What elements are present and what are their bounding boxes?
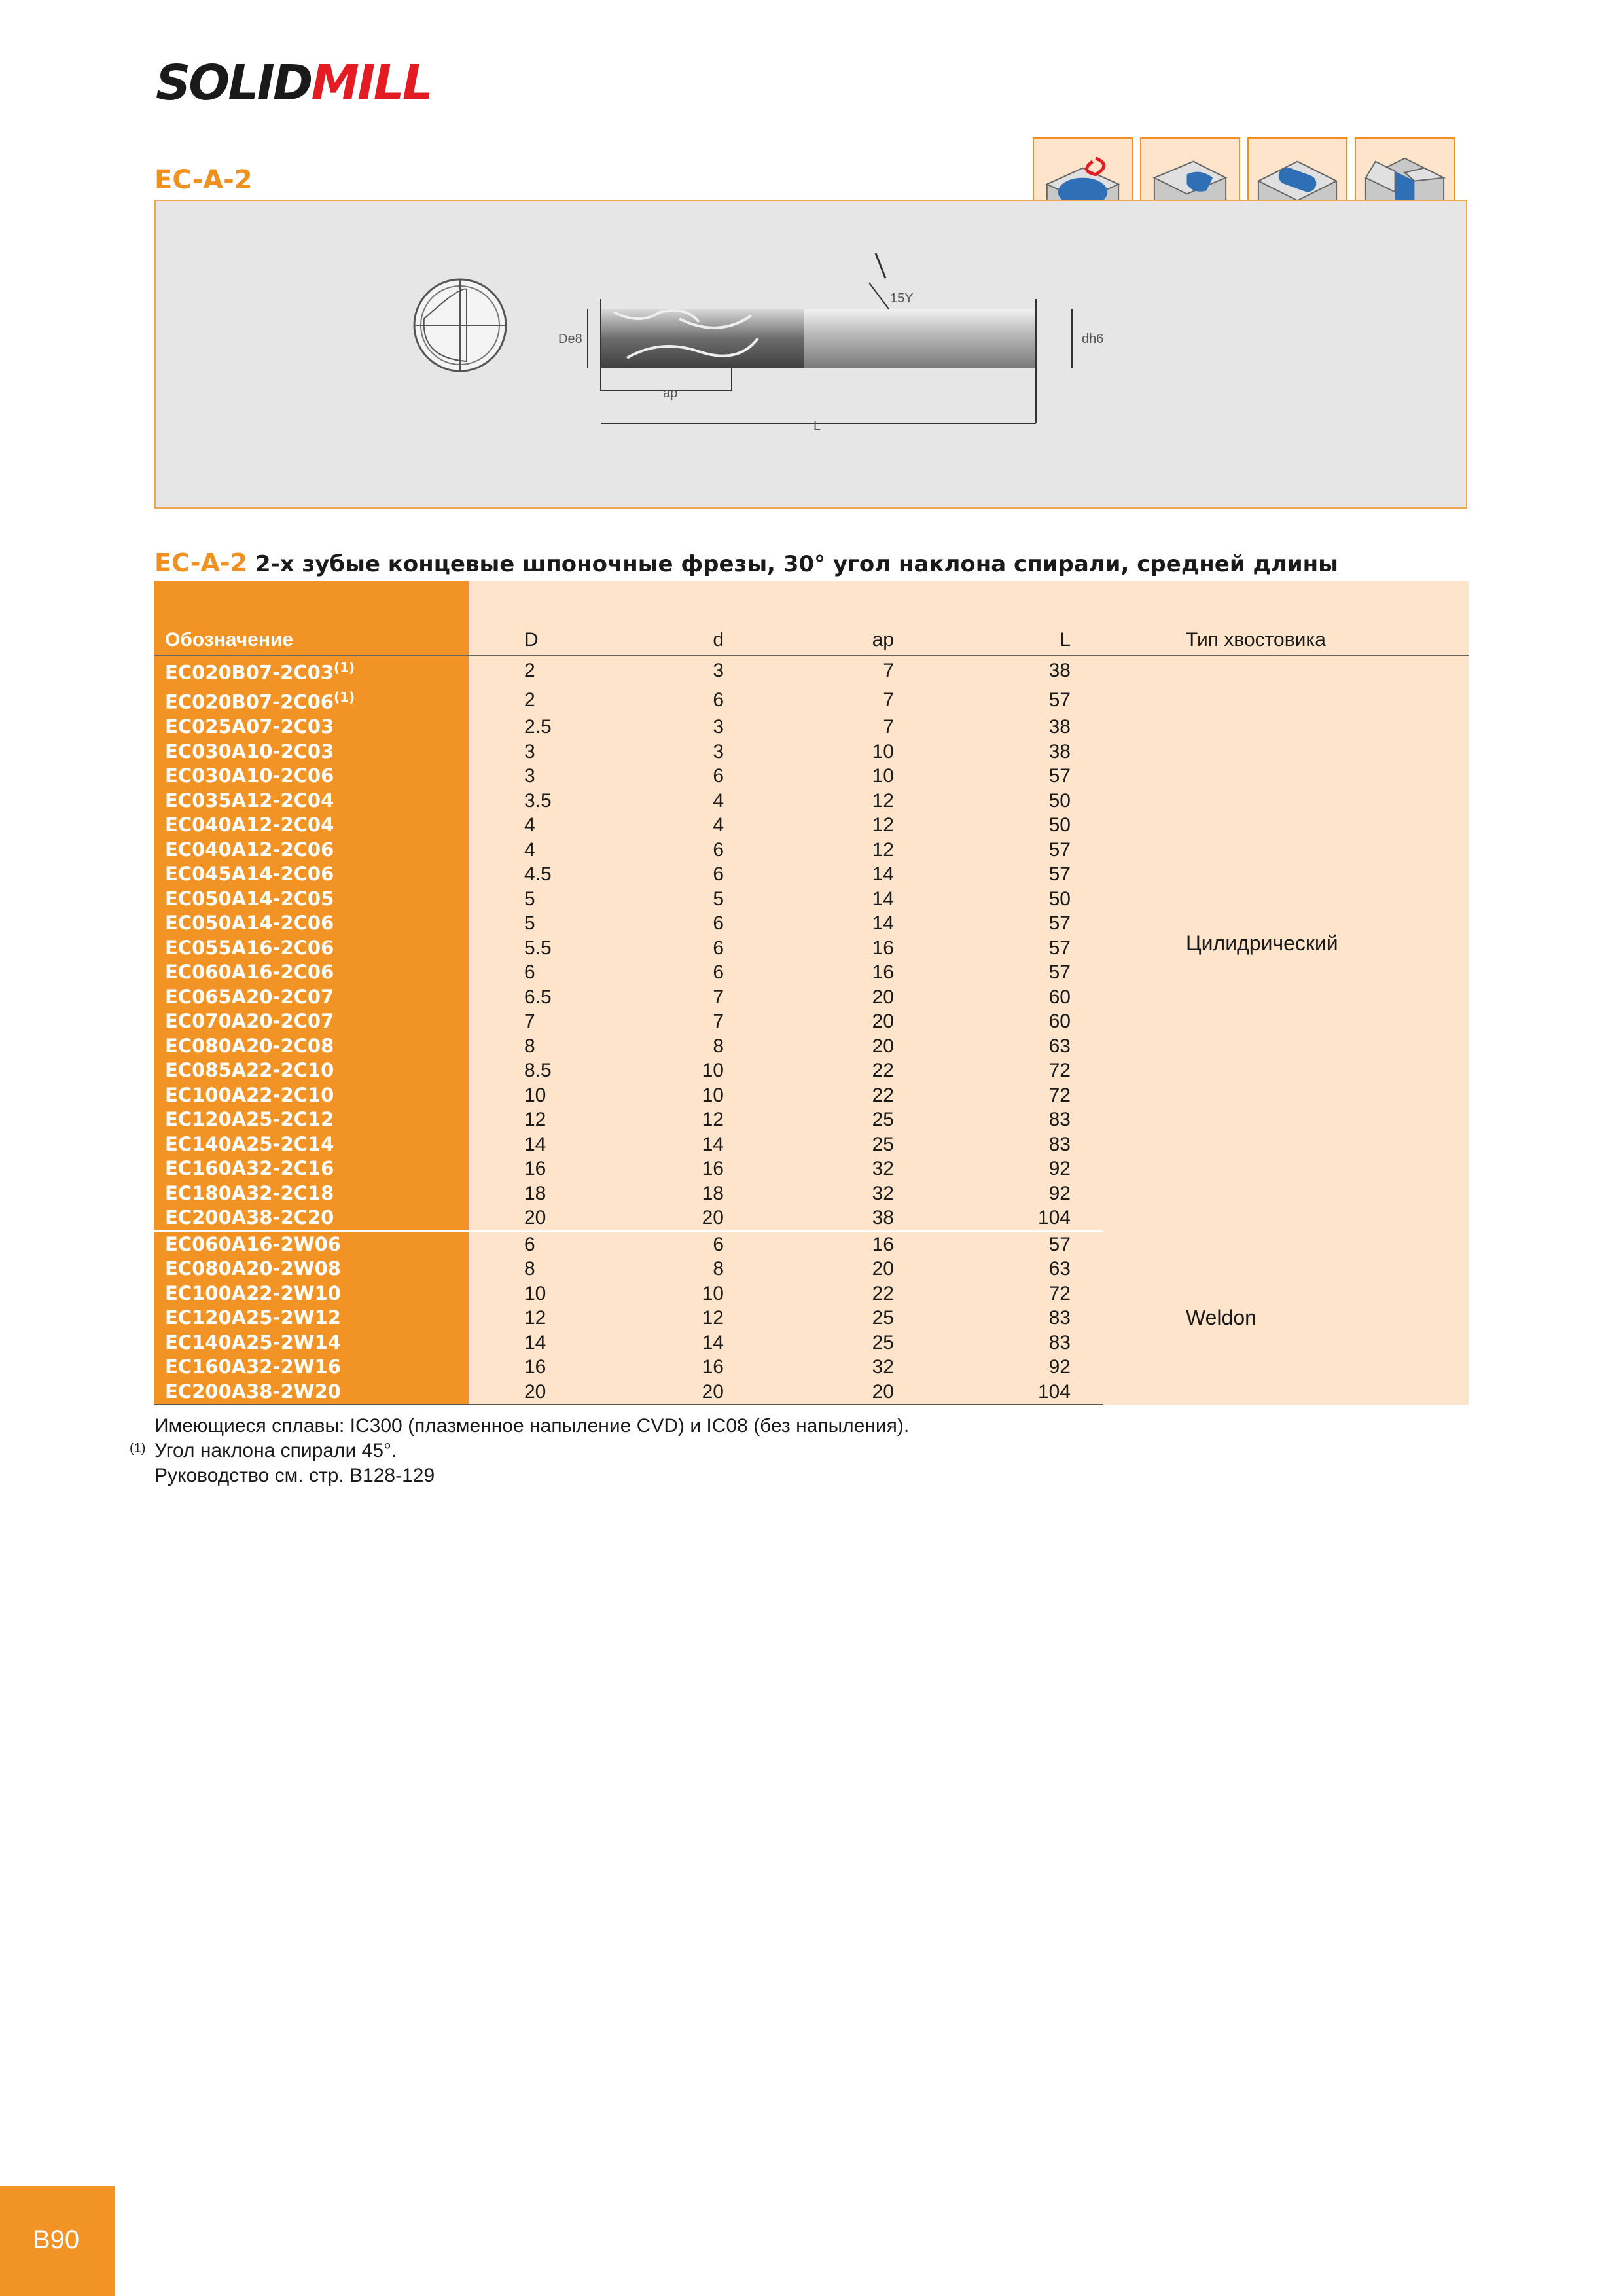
cell-d: 16 bbox=[632, 1355, 809, 1380]
cell-code bbox=[154, 685, 469, 715]
cell-code bbox=[154, 985, 469, 1010]
cell-D: 5 bbox=[469, 911, 632, 936]
cell-ap: 32 bbox=[809, 1181, 986, 1206]
cell-ap: 38 bbox=[809, 1206, 986, 1231]
product-code: EC020B07-2C03 bbox=[165, 661, 334, 684]
cell-code bbox=[154, 1132, 469, 1157]
footnote-text: Угол наклона спирали 45°. bbox=[154, 1440, 397, 1462]
header-shank: Тип хвостовика bbox=[1103, 581, 1469, 655]
header-d: d bbox=[632, 581, 809, 655]
cell-D: 18 bbox=[469, 1181, 632, 1206]
product-code: EC050A14-2C05 bbox=[165, 887, 334, 910]
cell-D: 20 bbox=[469, 1380, 632, 1405]
cell-L: 92 bbox=[986, 1181, 1103, 1206]
cell-ap: 20 bbox=[809, 1380, 986, 1405]
cell-D: 4 bbox=[469, 838, 632, 863]
dim-d-label: dh6 bbox=[1082, 332, 1104, 346]
product-code: EC040A12-2C06 bbox=[165, 838, 334, 861]
product-code: EC140A25-2C14 bbox=[165, 1132, 334, 1155]
cell-d: 6 bbox=[632, 936, 809, 961]
cell-d: 3 bbox=[632, 740, 809, 764]
product-code: EC055A16-2C06 bbox=[165, 936, 334, 959]
product-code: EC160A32-2W16 bbox=[165, 1355, 341, 1378]
product-code: EC045A14-2C06 bbox=[165, 863, 334, 886]
cell-L: 83 bbox=[986, 1306, 1103, 1331]
cell-D: 6 bbox=[469, 1231, 632, 1257]
cell-code bbox=[154, 1355, 469, 1380]
cell-ap: 10 bbox=[809, 764, 986, 789]
cell-L: 50 bbox=[986, 789, 1103, 814]
cell-d: 14 bbox=[632, 1331, 809, 1355]
cell-ap: 20 bbox=[809, 1257, 986, 1282]
product-code: EC120A25-2C12 bbox=[165, 1108, 334, 1131]
page-number: B90 bbox=[33, 2225, 80, 2254]
cell-D: 8.5 bbox=[469, 1058, 632, 1083]
cell-ap: 20 bbox=[809, 985, 986, 1010]
group-weldon bbox=[154, 1231, 1469, 1405]
product-code: EC200A38-2C20 bbox=[165, 1206, 334, 1229]
cell-L: 60 bbox=[986, 1009, 1103, 1034]
cell-D: 3 bbox=[469, 764, 632, 789]
dim-ap-label: ap bbox=[663, 386, 678, 401]
cell-code bbox=[154, 862, 469, 887]
cell-code bbox=[154, 1107, 469, 1132]
cell-code bbox=[154, 813, 469, 838]
product-code: EC200A38-2W20 bbox=[165, 1380, 341, 1403]
cell-code bbox=[154, 764, 469, 789]
product-code: EC100A22-2W10 bbox=[165, 1282, 341, 1304]
note-alloys: Имеющиеся сплавы: IC300 (плазменное напыление CVD) и IC08 (без напыления). bbox=[154, 1415, 910, 1437]
cell-code bbox=[154, 1306, 469, 1331]
cell-D: 12 bbox=[469, 1107, 632, 1132]
end-view bbox=[414, 279, 506, 371]
cell-code bbox=[154, 1157, 469, 1181]
cell-ap: 25 bbox=[809, 1331, 986, 1355]
cell-D: 16 bbox=[469, 1157, 632, 1181]
product-code: EC050A14-2C06 bbox=[165, 912, 334, 935]
cell-d: 4 bbox=[632, 813, 809, 838]
cell-D: 16 bbox=[469, 1355, 632, 1380]
cell-code bbox=[154, 1257, 469, 1282]
cell-d: 8 bbox=[632, 1034, 809, 1059]
cell-L: 38 bbox=[986, 740, 1103, 764]
cell-D: 3 bbox=[469, 740, 632, 764]
cell-L: 50 bbox=[986, 887, 1103, 912]
cell-d: 3 bbox=[632, 715, 809, 740]
cell-D: 14 bbox=[469, 1132, 632, 1157]
cell-L: 38 bbox=[986, 655, 1103, 685]
cell-ap: 32 bbox=[809, 1355, 986, 1380]
product-code: EC030A10-2C03 bbox=[165, 740, 334, 762]
cell-code bbox=[154, 715, 469, 740]
product-code: EC040A12-2C04 bbox=[165, 814, 334, 836]
note-footnote bbox=[130, 1439, 909, 1463]
cell-ap: 14 bbox=[809, 911, 986, 936]
footnote-mark: (1) bbox=[130, 1441, 146, 1456]
cell-d: 8 bbox=[632, 1257, 809, 1282]
note-guide: Руководство см. стр. B128-129 bbox=[154, 1465, 435, 1486]
cell-ap: 12 bbox=[809, 789, 986, 814]
cell-d: 18 bbox=[632, 1181, 809, 1206]
cell-D: 2 bbox=[469, 655, 632, 685]
cell-D: 7 bbox=[469, 1009, 632, 1034]
group-cylindrical bbox=[154, 655, 1469, 1231]
cell-d: 10 bbox=[632, 1058, 809, 1083]
helix-angle-label: 15Y bbox=[890, 291, 914, 306]
cell-d: 6 bbox=[632, 838, 809, 863]
cell-D: 2 bbox=[469, 685, 632, 715]
cell-L: 57 bbox=[986, 764, 1103, 789]
cell-L: 83 bbox=[986, 1132, 1103, 1157]
cell-ap: 25 bbox=[809, 1107, 986, 1132]
cell-D: 8 bbox=[469, 1034, 632, 1059]
cell-L: 57 bbox=[986, 936, 1103, 961]
cell-L: 83 bbox=[986, 1331, 1103, 1355]
cell-ap: 7 bbox=[809, 715, 986, 740]
cell-d: 4 bbox=[632, 789, 809, 814]
cell-code bbox=[154, 1181, 469, 1206]
cell-D: 4.5 bbox=[469, 862, 632, 887]
cell-ap: 14 bbox=[809, 887, 986, 912]
cell-d: 14 bbox=[632, 1132, 809, 1157]
cell-code bbox=[154, 887, 469, 912]
table-header-row bbox=[154, 581, 1469, 655]
cell-d: 6 bbox=[632, 1231, 809, 1257]
cell-shank-type: Weldon bbox=[1103, 1231, 1469, 1405]
header-D: D bbox=[469, 581, 632, 655]
cell-L: 60 bbox=[986, 985, 1103, 1010]
cell-d: 10 bbox=[632, 1282, 809, 1306]
notes bbox=[130, 1414, 910, 1488]
cell-ap: 25 bbox=[809, 1132, 986, 1157]
dim-D-label: De8 bbox=[558, 332, 582, 346]
cell-D: 10 bbox=[469, 1083, 632, 1108]
dim-L-label: L bbox=[813, 419, 821, 433]
product-code: EC025A07-2C03 bbox=[165, 715, 334, 738]
cell-code bbox=[154, 740, 469, 764]
cell-code bbox=[154, 1206, 469, 1231]
cell-d: 7 bbox=[632, 985, 809, 1010]
cell-code bbox=[154, 789, 469, 814]
cell-ap: 14 bbox=[809, 862, 986, 887]
table-row bbox=[154, 655, 1469, 685]
product-code: EC060A16-2C06 bbox=[165, 961, 334, 984]
footnote-ref: (1) bbox=[333, 660, 355, 675]
cell-L: 83 bbox=[986, 1107, 1103, 1132]
cell-code bbox=[154, 1231, 469, 1257]
cell-ap: 10 bbox=[809, 740, 986, 764]
cell-L: 92 bbox=[986, 1157, 1103, 1181]
product-code: EC080A20-2C08 bbox=[165, 1034, 334, 1057]
cell-d: 16 bbox=[632, 1157, 809, 1181]
cell-L: 63 bbox=[986, 1257, 1103, 1282]
cell-L: 57 bbox=[986, 685, 1103, 715]
cell-ap: 22 bbox=[809, 1282, 986, 1306]
cell-ap: 7 bbox=[809, 655, 986, 685]
product-code: EC180A32-2C18 bbox=[165, 1181, 334, 1204]
cell-D: 3.5 bbox=[469, 789, 632, 814]
cell-ap: 25 bbox=[809, 1306, 986, 1331]
product-code: EC020B07-2C06 bbox=[165, 691, 334, 713]
cell-L: 72 bbox=[986, 1083, 1103, 1108]
solidmill-logo: SOLIDMILL bbox=[156, 55, 431, 111]
cell-d: 5 bbox=[632, 887, 809, 912]
product-code: EC065A20-2C07 bbox=[165, 985, 334, 1008]
header-L: L bbox=[986, 581, 1103, 655]
cell-ap: 16 bbox=[809, 936, 986, 961]
cell-d: 20 bbox=[632, 1380, 809, 1405]
cell-D: 2.5 bbox=[469, 715, 632, 740]
product-code: EC035A12-2C04 bbox=[165, 789, 334, 812]
product-code: EC120A25-2W12 bbox=[165, 1306, 341, 1329]
cell-d: 7 bbox=[632, 1009, 809, 1034]
product-code: EC070A20-2C07 bbox=[165, 1010, 334, 1033]
cell-d: 3 bbox=[632, 655, 809, 685]
cell-L: 104 bbox=[986, 1206, 1103, 1231]
cell-L: 57 bbox=[986, 1231, 1103, 1257]
cell-code bbox=[154, 655, 469, 685]
cell-D: 4 bbox=[469, 813, 632, 838]
cell-code bbox=[154, 1083, 469, 1108]
section-code: EC-A-2 bbox=[154, 165, 253, 195]
product-code: EC160A32-2C16 bbox=[165, 1157, 334, 1180]
cell-D: 6 bbox=[469, 960, 632, 985]
cell-ap: 20 bbox=[809, 1009, 986, 1034]
cell-d: 6 bbox=[632, 911, 809, 936]
product-code: EC140A25-2W14 bbox=[165, 1331, 341, 1354]
cell-code bbox=[154, 1034, 469, 1059]
cell-L: 57 bbox=[986, 862, 1103, 887]
cell-ap: 20 bbox=[809, 1034, 986, 1059]
header-code: Обозначение bbox=[154, 581, 469, 655]
cell-ap: 12 bbox=[809, 813, 986, 838]
cell-d: 6 bbox=[632, 960, 809, 985]
product-code: EC100A22-2C10 bbox=[165, 1083, 334, 1106]
cell-code bbox=[154, 911, 469, 936]
cell-D: 10 bbox=[469, 1282, 632, 1306]
cell-ap: 16 bbox=[809, 960, 986, 985]
tool-drawing bbox=[154, 200, 1467, 509]
cell-D: 8 bbox=[469, 1257, 632, 1282]
cell-code bbox=[154, 1009, 469, 1034]
cell-code bbox=[154, 1331, 469, 1355]
end-mill-side-view bbox=[588, 253, 1072, 423]
cell-d: 6 bbox=[632, 764, 809, 789]
cell-L: 72 bbox=[986, 1058, 1103, 1083]
spec-table bbox=[154, 581, 1469, 1405]
table-row bbox=[154, 1231, 1469, 1257]
cell-L: 38 bbox=[986, 715, 1103, 740]
cell-ap: 16 bbox=[809, 1231, 986, 1257]
cell-shank-type: Цилидрический bbox=[1103, 655, 1469, 1231]
cell-L: 57 bbox=[986, 960, 1103, 985]
cell-ap: 22 bbox=[809, 1083, 986, 1108]
cell-L: 92 bbox=[986, 1355, 1103, 1380]
page-number-tab bbox=[0, 2186, 115, 2296]
cell-L: 57 bbox=[986, 911, 1103, 936]
product-code: EC085A22-2C10 bbox=[165, 1059, 334, 1082]
product-code: EC080A20-2W08 bbox=[165, 1257, 341, 1280]
cell-D: 14 bbox=[469, 1331, 632, 1355]
cell-ap: 32 bbox=[809, 1157, 986, 1181]
cell-D: 20 bbox=[469, 1206, 632, 1231]
cell-D: 12 bbox=[469, 1306, 632, 1331]
cell-code bbox=[154, 1380, 469, 1405]
cell-L: 63 bbox=[986, 1034, 1103, 1059]
cell-L: 72 bbox=[986, 1282, 1103, 1306]
table-title: EC-A-2 2-х зубые концевые шпоночные фрезы, 30° угол наклона спирали, средней длины bbox=[154, 548, 1338, 577]
cell-D: 6.5 bbox=[469, 985, 632, 1010]
cell-L: 50 bbox=[986, 813, 1103, 838]
cell-ap: 7 bbox=[809, 685, 986, 715]
cell-d: 6 bbox=[632, 862, 809, 887]
cell-L: 104 bbox=[986, 1380, 1103, 1405]
cell-d: 12 bbox=[632, 1107, 809, 1132]
cell-ap: 12 bbox=[809, 838, 986, 863]
cell-ap: 22 bbox=[809, 1058, 986, 1083]
cell-L: 57 bbox=[986, 838, 1103, 863]
header-ap: ap bbox=[809, 581, 986, 655]
footnote-ref: (1) bbox=[333, 689, 355, 706]
cell-D: 5.5 bbox=[469, 936, 632, 961]
cell-D: 5 bbox=[469, 887, 632, 912]
product-code: EC030A10-2C06 bbox=[165, 764, 334, 787]
cell-d: 6 bbox=[632, 685, 809, 715]
cell-d: 12 bbox=[632, 1306, 809, 1331]
cell-d: 20 bbox=[632, 1206, 809, 1231]
cell-d: 10 bbox=[632, 1083, 809, 1108]
cell-code bbox=[154, 1282, 469, 1306]
cell-code bbox=[154, 936, 469, 961]
cell-code bbox=[154, 838, 469, 863]
product-code: EC060A16-2W06 bbox=[165, 1232, 341, 1255]
cell-code bbox=[154, 960, 469, 985]
cell-code bbox=[154, 1058, 469, 1083]
